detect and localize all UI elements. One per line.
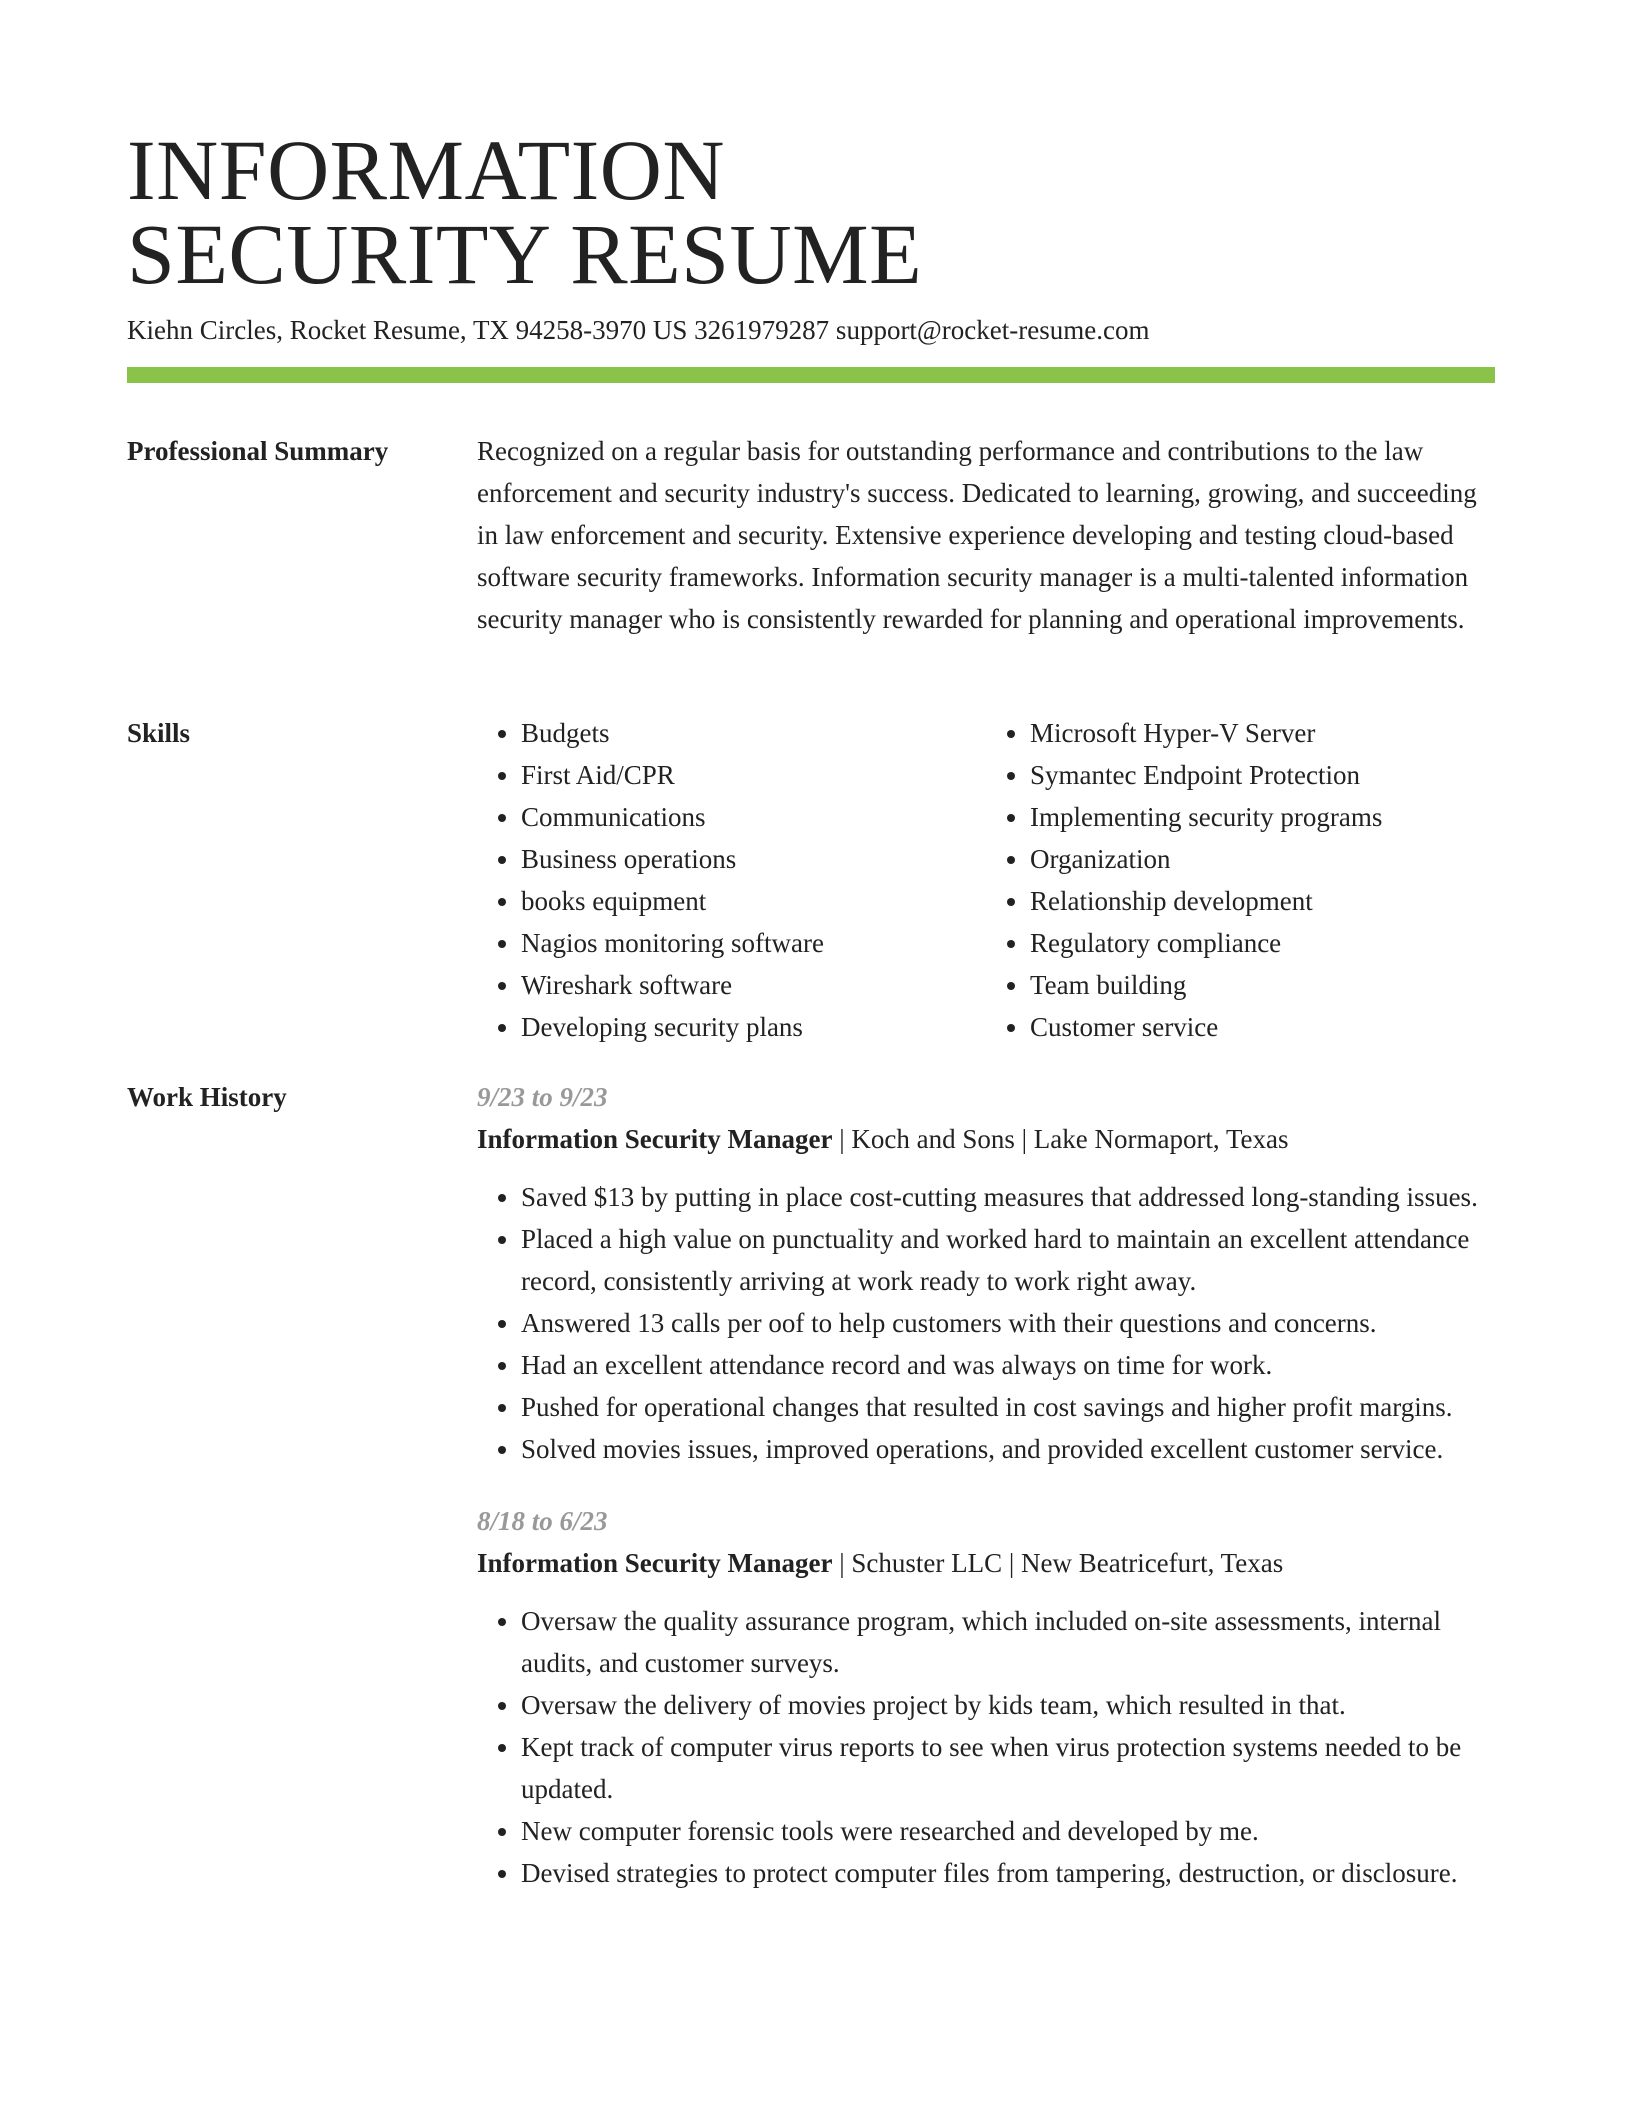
skill-item: • Team building (1030, 964, 1495, 1006)
job-entry (477, 1500, 1495, 1894)
accent-divider (127, 367, 1495, 383)
title-line-2: SECURITY RESUME (127, 206, 923, 302)
job-date: 8/18 to 6/23 (477, 1506, 608, 1536)
job-bullet: • Had an excellent attendance record and was always on time for work. (521, 1344, 1495, 1386)
title-line-1: INFORMATION (127, 122, 725, 218)
work-label: Work History (127, 1082, 287, 1112)
contact-line: Kiehn Circles, Rocket Resume, TX 94258-3970 US 3261979287 support@rocket-resume.com (127, 315, 1150, 345)
job-title: Information Security Manager (477, 1124, 833, 1154)
resume-title (127, 122, 923, 302)
job-title: Information Security Manager (477, 1548, 833, 1578)
job-bullet: • Answered 13 calls per oof to help customers with their questions and concerns. (521, 1302, 1495, 1344)
job-title-line (477, 1542, 1495, 1584)
skill-item: • Symantec Endpoint Protection (1030, 754, 1495, 796)
job-details: | Koch and Sons | Lake Normaport, Texas (832, 1124, 1289, 1154)
job-bullets (477, 1176, 1495, 1470)
skill-item: • Budgets (521, 712, 986, 754)
skill-item: • Organization (1030, 838, 1495, 880)
skill-item: • Developing security plans (521, 1006, 986, 1048)
skills-body (477, 712, 1495, 1048)
summary-body (477, 430, 1495, 640)
work-body (477, 1076, 1495, 1894)
job-entry (477, 1076, 1495, 1470)
job-bullet: • Saved $13 by putting in place cost-cutting measures that addressed long-standing issues. (521, 1176, 1495, 1218)
skill-item: • Communications (521, 796, 986, 838)
skill-item: • books equipment (521, 880, 986, 922)
skill-item: • Customer service (1030, 1006, 1495, 1048)
skills-label: Skills (127, 718, 191, 748)
skill-item: • Nagios monitoring software (521, 922, 986, 964)
skill-item: • First Aid/CPR (521, 754, 986, 796)
job-bullet: • Solved movies issues, improved operations, and provided excellent customer service. (521, 1428, 1495, 1470)
skill-item: • Regulatory compliance (1030, 922, 1495, 964)
job-details: | Schuster LLC | New Beatricefurt, Texas (832, 1548, 1284, 1578)
skills-list-left (477, 712, 986, 1048)
skill-item: • Relationship development (1030, 880, 1495, 922)
job-bullet: • Devised strategies to protect computer files from tampering, destruction, or disclosure. (521, 1852, 1495, 1894)
summary-label: Professional Summary (127, 436, 389, 466)
skill-item: • Wireshark software (521, 964, 986, 1006)
job-title-line (477, 1118, 1495, 1160)
job-bullets (477, 1600, 1495, 1894)
job-bullet: • New computer forensic tools were researched and developed by me. (521, 1810, 1495, 1852)
skill-item: • Microsoft Hyper-V Server (1030, 712, 1495, 754)
job-date: 9/23 to 9/23 (477, 1082, 608, 1112)
skill-item: • Implementing security programs (1030, 796, 1495, 838)
job-bullet: • Placed a high value on punctuality and worked hard to maintain an excellent attendance record, consistently arriving at work ready to work right away. (521, 1218, 1495, 1302)
summary-text: Recognized on a regular basis for outstanding performance and contributions to the law enforcement and security industry's success. Dedicated to learning, growing, and succeeding in law enforcement and security. Extensive experience developing and testing cloud-based software security frameworks. Information security manager is a multi-talented information security manager who is consistently rewarded for planning and operational improvements. (477, 436, 1477, 634)
job-bullet: • Oversaw the quality assurance program, which included on-site assessments, internal audits, and customer surveys. (521, 1600, 1495, 1684)
skills-list-right (986, 712, 1495, 1048)
skill-item: • Business operations (521, 838, 986, 880)
job-bullet: • Oversaw the delivery of movies project by kids team, which resulted in that. (521, 1684, 1495, 1726)
job-bullet: • Pushed for operational changes that resulted in cost savings and higher profit margins. (521, 1386, 1495, 1428)
job-bullet: • Kept track of computer virus reports to see when virus protection systems needed to be updated. (521, 1726, 1495, 1810)
